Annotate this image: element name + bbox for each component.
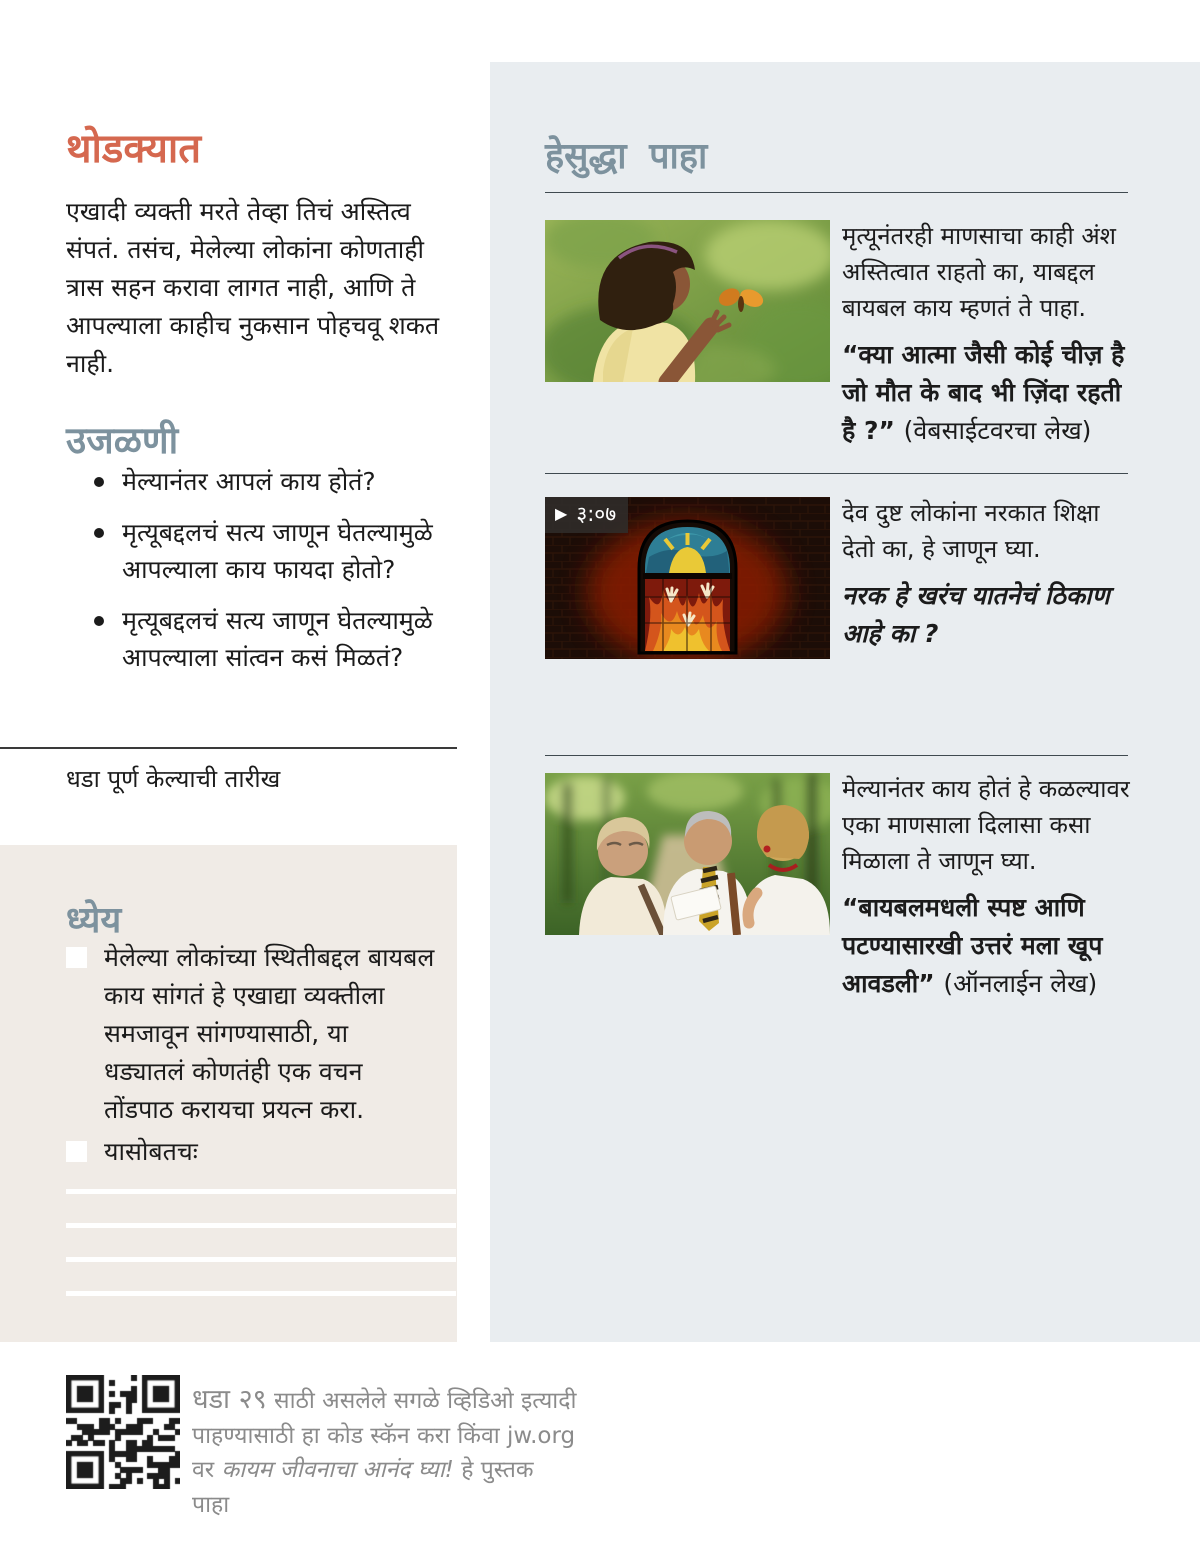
footer-scan-text: धडा २९ साठी असलेले सगळे व्हिडिओ इत्यादी पाहण्यासाठी हा कोड स्कॅन करा किंवा jw.org वर कायम जीवनाचा आनंद घ्या! हे पुस्तक पाहा bbox=[192, 1384, 577, 1518]
video-duration-badge bbox=[545, 497, 628, 533]
item-source: (वेबसाईटवरचा लेख) bbox=[903, 416, 1092, 445]
item-title[interactable]: नरक हे खरंच यातनेचं ठिकाण आहे का ? bbox=[842, 581, 1110, 648]
write-line[interactable] bbox=[66, 1223, 456, 1228]
see-also-item-2 bbox=[842, 495, 1138, 653]
goal-item-text: यासोबतचः bbox=[104, 1137, 198, 1166]
write-line[interactable] bbox=[66, 1257, 456, 1262]
hellfire-stained-glass-video[interactable] bbox=[545, 497, 830, 659]
item-title[interactable]: “बायबलमधली स्पष्ट आणि पटण्यासारखी उत्तरं मला खूप आवडली” (ऑनलाईन लेख) bbox=[842, 893, 1103, 998]
goal-checkbox-2[interactable] bbox=[66, 1141, 87, 1162]
girl-with-butterfly-photo[interactable] bbox=[545, 220, 830, 382]
item-description: मृत्यूनंतरही माणसाचा काही अंश अस्तित्वात राहतो का, याबद्दल बायबल काय म्हणतं ते पाहा. bbox=[842, 222, 1116, 322]
goal-heading: ध्येय bbox=[66, 899, 122, 941]
goal-item-text: मेलेल्या लोकांच्या स्थितीबद्दल बायबल काय सांगतं हे एखाद्या व्यक्तीला समजावून सांगण्यासाठी, या धड्यातलं कोणतंही एक वचन तोंडपाठ करायचा प्रयत्न करा. bbox=[104, 943, 435, 1124]
write-line[interactable] bbox=[66, 1189, 456, 1194]
summary-paragraph: एखादी व्यक्ती मरते तेव्हा तिचं अस्तित्व संपतं. तसंच, मेलेल्या लोकांना कोणताही त्रास सहन करावा लागत नाही, आणि ते आपल्याला काहीच नुकसान पोहचवू शकत नाही. bbox=[66, 197, 440, 378]
review-question: मृत्यूबद्दलचं सत्य जाणून घेतल्यामुळे आपल्याला सांत्वन कसं मिळतं? bbox=[88, 602, 466, 676]
ministry-conversation-photo[interactable] bbox=[545, 773, 830, 935]
review-question-list bbox=[88, 463, 466, 690]
see-also-heading: हेसुद्धा पाहा bbox=[545, 135, 708, 177]
girl-with-butterfly-illustration bbox=[545, 220, 830, 382]
see-also-item-1 bbox=[842, 218, 1138, 450]
write-line[interactable] bbox=[66, 1291, 456, 1296]
play-icon: ▶ bbox=[555, 504, 568, 523]
section-divider bbox=[545, 192, 1128, 193]
goal-checkbox-1[interactable] bbox=[66, 947, 87, 968]
completion-date-label: धडा पूर्ण केल्याची तारीख bbox=[66, 765, 281, 793]
section-divider bbox=[545, 755, 1128, 756]
item-description: मेल्यानंतर काय होतं हे कळल्यावर एका माणसाला दिलासा कसा मिळाला ते जाणून घ्या. bbox=[842, 775, 1130, 875]
lesson-reference: धडा २९ bbox=[192, 1384, 267, 1415]
item-source: (ऑनलाईन लेख) bbox=[943, 969, 1098, 998]
conversation-illustration bbox=[545, 773, 830, 935]
completion-date-line bbox=[0, 747, 457, 749]
item-description: देव दुष्ट लोकांना नरकात शिक्षा देतो का, हे जाणून घ्या. bbox=[842, 499, 1100, 563]
goal-box bbox=[0, 845, 457, 1342]
book-title: कायम जीवनाचा आनंद घ्या! bbox=[221, 1457, 454, 1483]
summary-heading: थोडक्यात bbox=[66, 125, 202, 172]
see-also-panel bbox=[490, 62, 1200, 1342]
item-title[interactable]: “क्या आत्मा जैसी कोई चीज़ है जो मौत के बाद भी ज़िंदा रहती है ?” (वेबसाईटवरचा लेख) bbox=[842, 340, 1125, 445]
review-heading: उजळणी bbox=[66, 418, 179, 462]
video-duration: ३:०७ bbox=[576, 502, 617, 526]
review-question: मृत्यूबद्दलचं सत्य जाणून घेतल्यामुळे आपल्याला काय फायदा होतो? bbox=[88, 514, 466, 588]
qr-code[interactable] bbox=[66, 1375, 180, 1489]
review-question: मेल्यानंतर आपलं काय होतं? bbox=[88, 463, 466, 500]
see-also-item-3 bbox=[842, 771, 1138, 1003]
section-divider bbox=[545, 473, 1128, 474]
